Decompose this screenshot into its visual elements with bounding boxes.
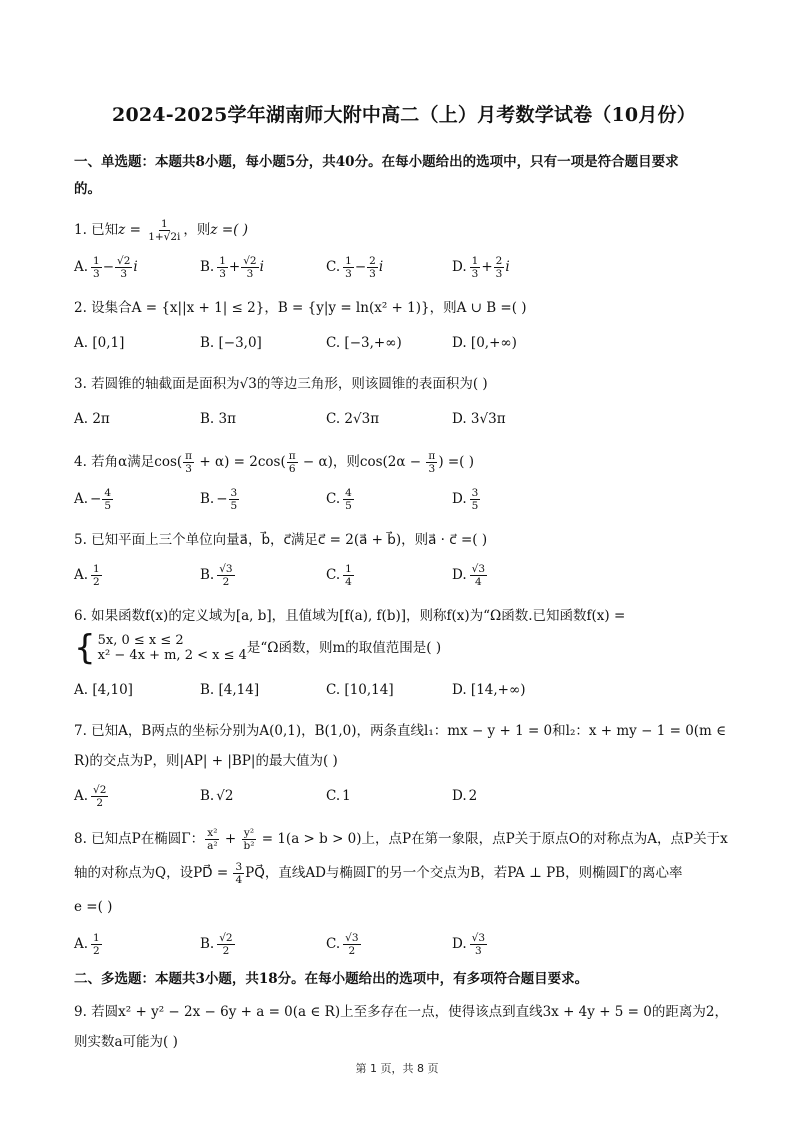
section-2-header: 二、多选题：本题共3小题，共18分。在每小题给出的选项中，有多项符合题目要求。: [74, 971, 589, 987]
page-title: 2024-2025学年湖南师大附中高二（上）月考数学试卷（10月份）: [112, 104, 696, 126]
question-2: 2. 设集合A = {x||x + 1| ≤ 2}，B = {y|y = ln(x² + 1)}，则A ∪ B =( ): [74, 300, 527, 316]
option-d[interactable]: D. $\frac{1}{3}$ + $\frac{2}{3}$ i: [452, 254, 510, 280]
question-2-options: [74, 327, 734, 359]
question-6-options: [74, 674, 734, 706]
option-b[interactable]: B. √2: [200, 788, 234, 804]
option-d[interactable]: D. [0,+∞): [452, 335, 517, 351]
option-a[interactable]: A. $\frac{1}{3}$ − $\frac{√2}{3}$ i: [74, 254, 138, 280]
option-b[interactable]: B. $\frac{√2}{2}$: [200, 931, 233, 957]
option-d[interactable]: D. $\frac{√3}{3}$: [452, 931, 486, 957]
option-b[interactable]: B. $\frac{1}{3}$ + $\frac{√2}{3}$ i: [200, 254, 264, 280]
option-b[interactable]: B. [−3,0]: [200, 335, 262, 351]
option-d[interactable]: D. 3√3π: [452, 411, 506, 427]
option-b[interactable]: B. $\frac{√3}{2}$: [200, 562, 233, 588]
brace-icon: {: [74, 628, 96, 668]
option-d[interactable]: D. $\frac{√3}{4}$: [452, 562, 486, 588]
option-b[interactable]: B. 3π: [200, 411, 236, 427]
piecewise-function: { 5x, 0 ≤ x ≤ 2 x² − 4x + m, 2 < x ≤ 4 是“Ω函数，则m的取值范围是( ): [74, 628, 442, 668]
option-a[interactable]: A. $\frac{√2}{2}$: [74, 783, 107, 809]
question-5: 5. 已知平面上三个单位向量a⃗，b⃗，c⃗满足c⃗ = 2(a⃗ + b⃗)，则a⃗ · c⃗ =( ): [74, 532, 488, 548]
section-1-header: 一、单选题：本题共8小题，每小题5分，共40分。在每小题给出的选项中，只有一项是符合题目要求 的。: [74, 154, 679, 197]
option-c[interactable]: C. 2√3π: [326, 411, 380, 427]
option-a[interactable]: A. $\frac{1}{2}$: [74, 562, 100, 588]
question-8: 8. 已知点P在椭圆Γ： $\frac{\text{x²}}{\text{a²}}$ + $\frac{\text{y²}}{\text{b²}}$ = 1(a > b > 0)上，点P在第一象限，点P关于原点O的对称点为A，点P关于x 轴的对称点为Q，设PD⃗ = $\frac{3}{4}$ PQ⃗，直线AD与椭圆Γ的另一个交点为B，若PA ⊥ PB，则椭圆Γ的离心率 e =( ): [74, 827, 728, 915]
option-a[interactable]: A. $\frac{1}{2}$: [74, 931, 100, 957]
question-1-options: [74, 251, 734, 283]
option-b[interactable]: B. − $\frac{3}{5}$: [200, 486, 238, 512]
question-5-options: [74, 559, 734, 591]
option-a[interactable]: A. [0,1]: [74, 335, 125, 351]
option-d[interactable]: D. 2: [452, 788, 478, 804]
question-1: 1. 已知z = $\frac{1}{1+√2i}$ ，则z =( ): [74, 218, 248, 243]
question-7-options: [74, 780, 734, 812]
question-4: 4. 若角α满足cos( $\frac{\pi}{3}$ + α) = 2cos( $\frac{\pi}{6}$ − α)，则cos(2α − $\frac{\pi}{3}$ ) =( ): [74, 450, 475, 475]
page-footer: 第 1 页，共 8 页: [355, 1062, 439, 1075]
option-d[interactable]: D. [14,+∞): [452, 682, 526, 698]
option-c[interactable]: C. $\frac{4}{5}$: [326, 486, 352, 512]
option-c[interactable]: C. [−3,+∞): [326, 335, 402, 351]
option-c[interactable]: C. $\frac{√3}{2}$: [326, 931, 359, 957]
question-6: 6. 如果函数f(x)的定义域为[a, b]，且值域为[f(a), f(b)]，则称f(x)为“Ω函数.已知函数f(x) = { 5x, 0 ≤ x ≤ 2 x² − 4x + m, 2 < x ≤ 4 是“Ω函数，则m的取值范围是( ): [74, 608, 626, 668]
question-4-options: [74, 483, 734, 515]
question-8-options: [74, 928, 734, 960]
question-3-options: [74, 403, 734, 435]
question-7: 7. 已知A，B两点的坐标分别为A(0,1)，B(1,0)，两条直线l₁：mx − y + 1 = 0和l₂：x + my − 1 = 0(m ∈ R)的交点为P，则|AP| + |BP|的最大值为( ): [74, 723, 727, 769]
option-a[interactable]: A. 2π: [74, 411, 110, 427]
option-c[interactable]: C. $\frac{1}{3}$ − $\frac{2}{3}$ i: [326, 254, 384, 280]
option-d[interactable]: D. $\frac{3}{5}$: [452, 486, 479, 512]
option-a[interactable]: A. − $\frac{4}{5}$: [74, 486, 112, 512]
option-c[interactable]: C. 1: [326, 788, 351, 804]
option-a[interactable]: A. [4,10]: [74, 682, 133, 698]
option-c[interactable]: C. [10,14]: [326, 682, 394, 698]
question-3: 3. 若圆锥的轴截面是面积为√3的等边三角形，则该圆锥的表面积为( ): [74, 376, 488, 392]
fraction: $\frac{1}{1+√2i}$: [148, 218, 181, 243]
option-b[interactable]: B. [4,14]: [200, 682, 260, 698]
question-9: 9. 若圆x² + y² − 2x − 6y + a = 0(a ∈ R)上至多存在一点，使得该点到直线3x + 4y + 5 = 0的距离为2， 则实数a可能为( ): [74, 1004, 728, 1050]
option-c[interactable]: C. $\frac{1}{4}$: [326, 562, 352, 588]
